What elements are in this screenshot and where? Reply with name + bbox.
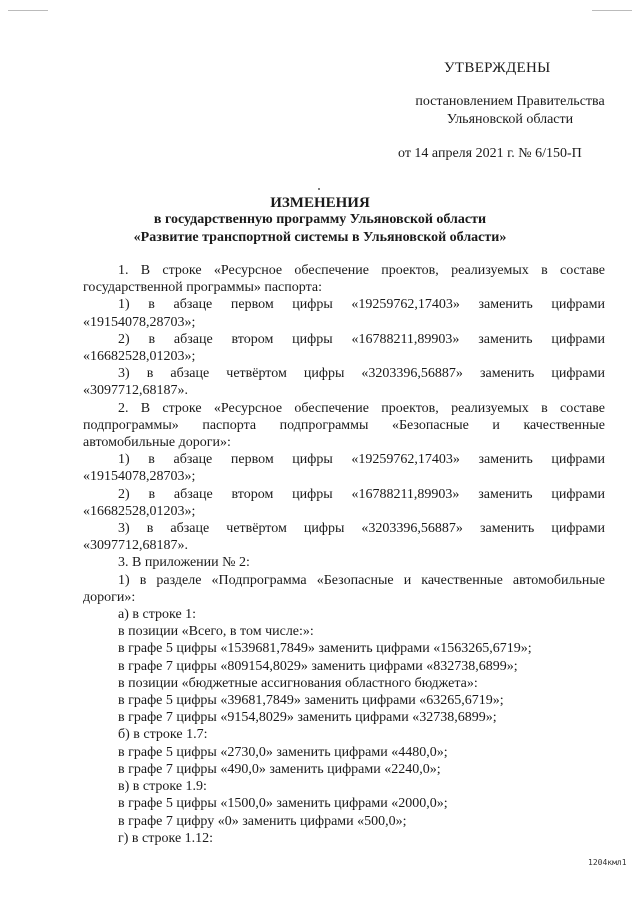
footer-document-code: 1204кмл1 xyxy=(588,858,627,867)
text-line: г) в строке 1.12: xyxy=(118,830,214,846)
text-line: «3097712,68187». xyxy=(83,538,188,554)
text-line: в графе 5 цифры «1500,0» заменить цифрами «2000,0»; xyxy=(118,796,448,812)
text-line: в графе 7 цифры «9154,8029» заменить цифрами «32738,6899»; xyxy=(118,710,497,726)
text-line: государственной программы» паспорта: xyxy=(83,280,322,296)
text-line: а) в строке 1: xyxy=(118,607,197,623)
text-line: 2) в абзаце втором цифры «16788211,89903» заменить цифрами xyxy=(118,486,605,502)
text-line: «16682528,01203»; xyxy=(83,349,196,365)
text-line: 2) в абзаце втором цифры «16788211,89903» заменить цифрами xyxy=(118,331,605,347)
text-line: в) в строке 1.9: xyxy=(118,779,207,795)
text-line: в графе 7 цифры «490,0» заменить цифрами «2240,0»; xyxy=(118,761,441,777)
decree-line-2: Ульяновской области xyxy=(446,112,574,127)
text-line: 3. В приложении № 2: xyxy=(118,555,250,571)
text-line: в графе 5 цифры «1539681,7849» заменить цифрами «1563265,6719»; xyxy=(118,641,532,657)
text-line: 1. В строке «Ресурсное обеспечение проектов, реализуемых в составе xyxy=(118,263,605,278)
text-line: в графе 7 цифры «809154,8029» заменить цифрами «832738,6899»; xyxy=(118,658,518,674)
text-line: 3) в абзаце четвёртом цифры «3203396,56887» заменить цифрами xyxy=(118,521,605,537)
text-line: автомобильные дороги»: xyxy=(83,435,231,451)
text-line: 1) в абзаце первом цифры «19259762,17403» заменить цифрами xyxy=(118,297,605,313)
text-line: в графе 5 цифры «39681,7849» заменить цифрами «63265,6719»; xyxy=(118,693,504,709)
decree-date: от 14 апреля 2021 г. № 6/150-П xyxy=(398,146,582,161)
scan-speck xyxy=(318,188,320,190)
approved-heading: УТВЕРЖДЕНЫ xyxy=(444,60,551,76)
text-line: в графе 7 цифру «0» заменить цифрами «500,0»; xyxy=(118,813,407,829)
text-line: 2. В строке «Ресурсное обеспечение проектов, реализуемых в составе xyxy=(118,400,605,416)
decree-reference xyxy=(390,93,630,129)
text-line: в позиции «Всего, в том числе:»: xyxy=(118,624,314,640)
text-line: в позиции «бюджетные ассигнования областного бюджета»: xyxy=(118,675,478,691)
scan-corner-mark-left xyxy=(8,10,48,11)
document-subtitle-2: «Развитие транспортной системы в Ульяновской области» xyxy=(133,230,507,245)
text-line: «19154078,28703»; xyxy=(83,469,196,485)
document-body xyxy=(83,262,605,847)
scan-corner-mark-right xyxy=(592,10,632,11)
text-line: подпрограммы» паспорта подпрограммы «Безопасные и качественные xyxy=(83,417,605,433)
text-line: «3097712,68187». xyxy=(83,383,188,399)
text-line: в графе 5 цифры «2730,0» заменить цифрами «4480,0»; xyxy=(118,744,448,760)
text-line: 3) в абзаце четвёртом цифры «3203396,56887» заменить цифрами xyxy=(118,366,605,382)
decree-line-1: постановлением Правительства xyxy=(415,94,605,109)
text-line: 1) в разделе «Подпрограмма «Безопасные и качественные автомобильные xyxy=(118,572,605,588)
text-line: дороги»: xyxy=(83,589,136,605)
document-title: ИЗМЕНЕНИЯ xyxy=(270,195,370,211)
text-line: «19154078,28703»; xyxy=(83,314,196,330)
text-line: б) в строке 1.7: xyxy=(118,727,208,743)
document-subtitle-1: в государственную программу Ульяновской области xyxy=(153,212,487,227)
text-line: 1) в абзаце первом цифры «19259762,17403» заменить цифрами xyxy=(118,452,605,468)
text-line: «16682528,01203»; xyxy=(83,503,196,519)
